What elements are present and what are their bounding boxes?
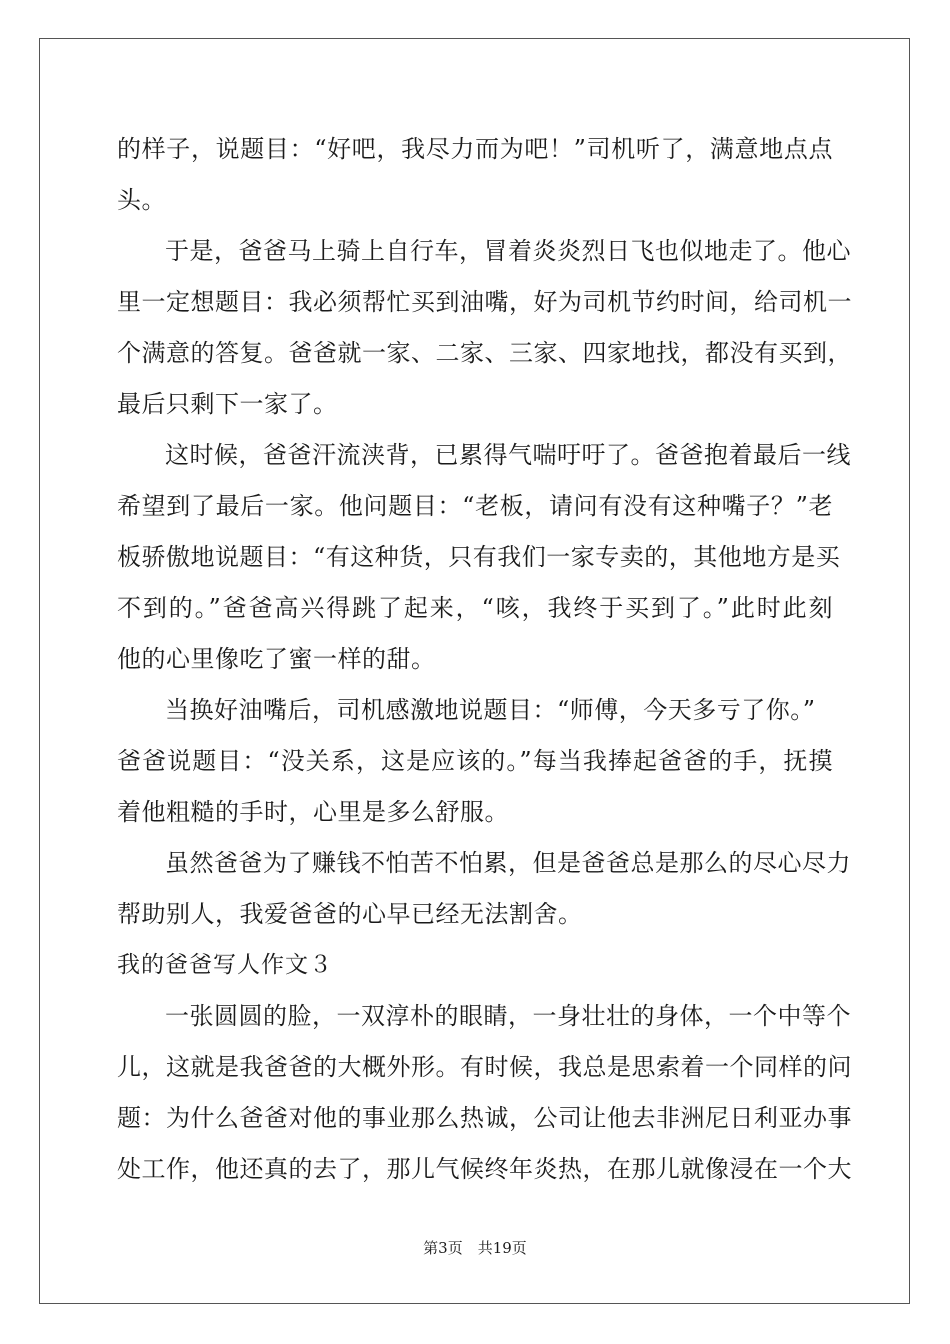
text-line: 头。	[117, 186, 166, 214]
text-line: 最后只剩下一家了。	[117, 390, 338, 418]
text-line: 里一定想题目：我必须帮忙买到油嘴，好为司机节约时间，给司机一	[117, 288, 852, 316]
text-line: 这时候，爸爸汗流浃背，已累得气喘吁吁了。爸爸抱着最后一线	[165, 441, 851, 469]
text-line: 帮助别人，我爱爸爸的心早已经无法割舍。	[117, 900, 583, 928]
text-line: 希望到了最后一家。他问题目：“老板，请问有没有这种嘴子？”老	[117, 492, 833, 520]
text-line: 板骄傲地说题目：“有这种货，只有我们一家专卖的，其他地方是买	[117, 543, 841, 571]
text-line: 处工作，他还真的去了，那儿气候终年炎热，在那儿就像浸在一个大	[117, 1155, 852, 1183]
page-number-footer: 第3页 共19页	[423, 1239, 527, 1257]
section-heading: 我的爸爸写人作文３	[117, 952, 333, 978]
text-line: 的样子，说题目：“好吧，我尽力而为吧！”司机听了，满意地点点	[117, 135, 833, 163]
text-line: 爸爸说题目：“没关系，这是应该的。”每当我捧起爸爸的手，抚摸	[117, 747, 833, 775]
text-line: 于是，爸爸马上骑上自行车，冒着炎炎烈日飞也似地走了。他心	[165, 237, 851, 265]
text-line: 题：为什么爸爸对他的事业那么热诚，公司让他去非洲尼日利亚办事	[117, 1104, 852, 1132]
text-line: 他的心里像吃了蜜一样的甜。	[117, 645, 436, 673]
text-line: 虽然爸爸为了赚钱不怕苦不怕累，但是爸爸总是那么的尽心尽力	[165, 849, 851, 877]
text-line: 儿，这就是我爸爸的大概外形。有时候，我总是思索着一个同样的问	[117, 1053, 852, 1081]
text-line: 个满意的答复。爸爸就一家、二家、三家、四家地找，都没有买到，	[117, 339, 852, 367]
text-line: 着他粗糙的手时，心里是多么舒服。	[117, 798, 509, 826]
document-body	[117, 124, 852, 1195]
text-line: 当换好油嘴后，司机感激地说题目：“师傅，今天多亏了你。”	[165, 696, 816, 724]
text-line: 不到的。”爸爸高兴得跳了起来，“咳，我终于买到了。”此时此刻	[117, 594, 833, 622]
text-line: 一张圆圆的脸，一双淳朴的眼睛，一身壮壮的身体，一个中等个	[165, 1002, 851, 1030]
